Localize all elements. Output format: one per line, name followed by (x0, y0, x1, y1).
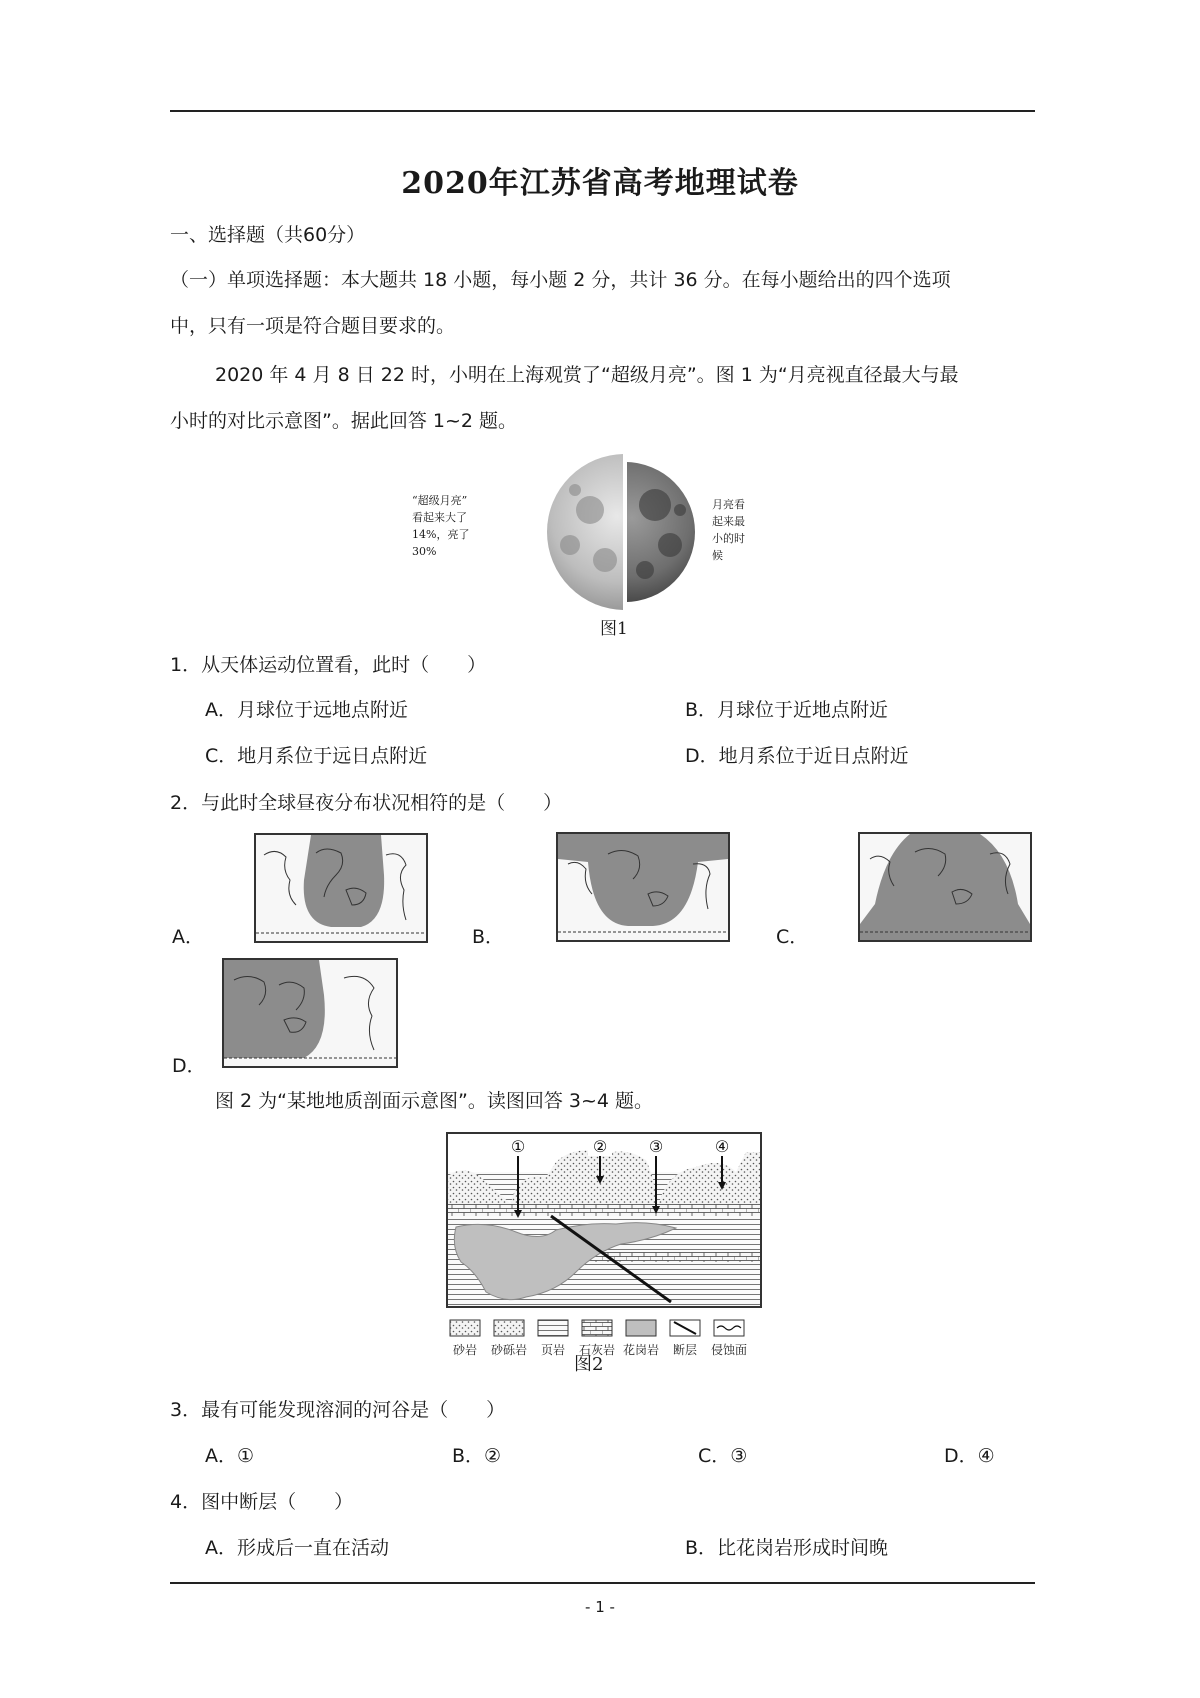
question-3-option-b[interactable]: B．② (452, 1445, 502, 1467)
footer-rule (170, 1582, 1035, 1584)
context-2: 图 2 为“某地地质剖面示意图”。读图回答 3~4 题。 (215, 1090, 654, 1112)
question-2-map-d[interactable] (222, 958, 398, 1068)
question-2-label-b[interactable]: B． (472, 926, 505, 948)
question-3-option-c[interactable]: C．③ (698, 1445, 748, 1467)
figure-1-left-note: “超级月亮” 看起来大了 14%，亮了 30% (412, 494, 470, 558)
question-2-label-a[interactable]: A． (172, 926, 204, 948)
context-1-line-2: 小时的对比示意图”。据此回答 1~2 题。 (170, 410, 518, 432)
figure-1-right-note: 月亮看 起来最 小的时 候 (712, 498, 745, 562)
legend-granite: 花岗岩 (622, 1343, 660, 1357)
legend-shale: 页岩 (540, 1343, 566, 1357)
marker-2: ② (592, 1137, 608, 1156)
legend-fault: 断层 (672, 1343, 698, 1357)
figure-2-geologic-profile (446, 1132, 762, 1380)
figure-1-moon-comparison (412, 450, 760, 640)
instructions-line-2: 中，只有一项是符合题目要求的。 (170, 315, 456, 337)
marker-4: ④ (714, 1137, 730, 1156)
question-1-option-a[interactable]: A．月球位于远地点附近 (205, 699, 408, 721)
marker-1: ① (510, 1137, 526, 1156)
legend-sandstone: 砂岩 (452, 1343, 478, 1357)
figure-2-caption: 图2 (574, 1354, 604, 1375)
page-title: 2020年江苏省高考地理试卷 (401, 166, 799, 201)
instructions-line-1: （一）单项选择题：本大题共 18 小题，每小题 2 分，共计 36 分。在每小题给出的四个选项 (170, 269, 951, 291)
question-3-option-d[interactable]: D．④ (944, 1445, 995, 1467)
context-1-line-1: 2020 年 4 月 8 日 22 时，小明在上海观赏了“超级月亮”。图 1 为“月亮视直径最大与最 (215, 364, 959, 386)
question-3-stem: 3．最有可能发现溶洞的河谷是（ ） (170, 1399, 506, 1421)
marker-3: ③ (648, 1137, 664, 1156)
question-3-option-a[interactable]: A．① (205, 1445, 255, 1467)
legend-erosion-surface: 侵蚀面 (710, 1343, 748, 1357)
page-number: - 1 - (585, 1598, 615, 1616)
question-2-label-d[interactable]: D． (172, 1055, 206, 1077)
geologic-profile-diagram (446, 1132, 762, 1308)
section-heading: 一、选择题（共60分） (170, 224, 366, 246)
question-2-map-a[interactable] (254, 833, 428, 943)
question-2-map-b[interactable] (556, 832, 730, 942)
legend-conglomerate: 砂砾岩 (490, 1343, 528, 1357)
question-4-option-b[interactable]: B．比花岗岩形成时间晚 (685, 1537, 889, 1559)
question-2-map-c[interactable] (858, 832, 1032, 942)
question-1-stem: 1．从天体运动位置看，此时（ ） (170, 654, 487, 676)
question-4-option-a[interactable]: A．形成后一直在活动 (205, 1537, 389, 1559)
header-rule (170, 110, 1035, 112)
question-1-option-d[interactable]: D．地月系位于近日点附近 (685, 745, 909, 767)
figure-1-caption: 图1 (600, 619, 628, 639)
question-2-label-c[interactable]: C． (776, 926, 809, 948)
figure-2-legend (446, 1318, 762, 1366)
legend-limestone: 石灰岩 (578, 1343, 616, 1357)
question-2-stem: 2．与此时全球昼夜分布状况相符的是（ ） (170, 792, 563, 814)
question-4-stem: 4．图中断层（ ） (170, 1491, 354, 1513)
question-1-option-c[interactable]: C．地月系位于远日点附近 (205, 745, 428, 767)
question-1-option-b[interactable]: B．月球位于近地点附近 (685, 699, 889, 721)
